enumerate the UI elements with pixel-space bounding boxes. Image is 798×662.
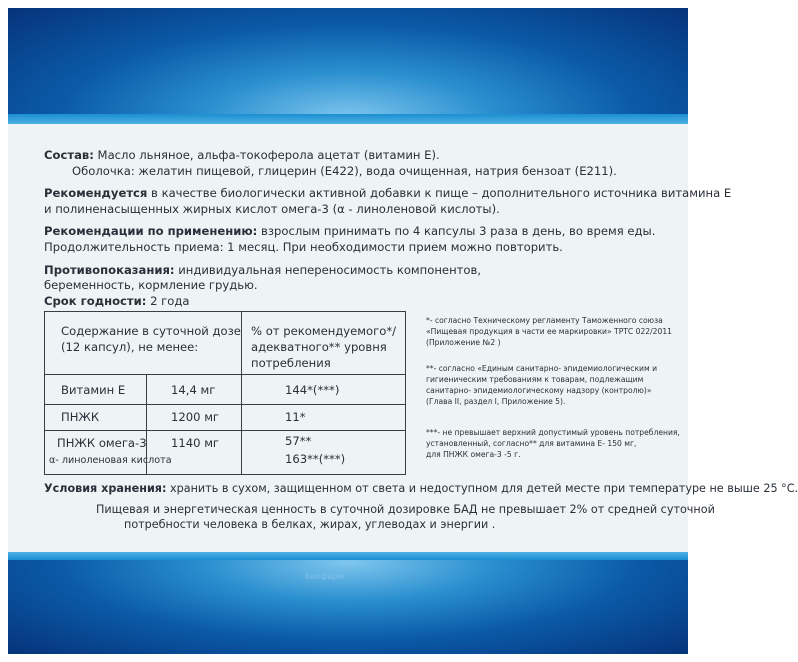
note1-line1: *- согласно Техническому регламенту Таможенного союза — [426, 316, 663, 325]
usage-text: взрослым принимать по 4 капсулы 3 раза в день, во время еды. — [257, 224, 656, 238]
row-name: ПНЖК омега-3 — [57, 436, 147, 450]
composition-label: Состав: — [44, 148, 94, 162]
watermark-text: Биофарм — [305, 572, 344, 581]
recommended-label: Рекомендуется — [44, 186, 148, 200]
row-name: ПНЖК — [61, 410, 100, 424]
nutrition-table — [44, 311, 406, 475]
contraindications-line2: беременность, кормление грудью. — [44, 278, 258, 292]
top-blue-band — [8, 8, 688, 124]
header-right-line1: % от рекомендуемого*/ — [251, 324, 397, 338]
contraindications-label: Противопоказания: — [44, 263, 175, 277]
recommended-line2: и полиненасыщенных жирных кислот омега-3 (α - линоленовой кислоты). — [44, 202, 500, 216]
composition-line1 — [44, 148, 440, 163]
usage-line1 — [44, 224, 655, 239]
table-hline — [45, 404, 405, 405]
note3-line3: для ПНЖК омега-3 -5 г. — [426, 450, 521, 459]
row-name: Витамин E — [61, 383, 126, 397]
note3-line1: ***- не превышает верхний допустимый уровень потребления, — [426, 428, 680, 437]
shelf-life-label: Срок годности: — [44, 294, 147, 308]
note1-line2: «Пищевая продукция в части ее маркировки» ТРТС 022/2011 — [426, 327, 673, 336]
contraindications-text: индивидуальная непереносимость компонентов, — [174, 263, 482, 277]
row-percent: 11* — [285, 410, 306, 424]
composition-line2: Оболочка: желатин пищевой, глицерин (E422), вода очищенная, натрия бензоат (E211). — [72, 164, 617, 178]
note2-line4: (Глава II, раздел I, Приложение 5). — [426, 397, 566, 406]
storage-label: Условия хранения: — [44, 482, 167, 495]
note1-line3: (Приложение №2 ) — [426, 338, 501, 347]
usage-line2: Продолжительность приема: 1 месяц. При необходимости прием можно повторить. — [44, 240, 563, 254]
footer-line2: потребности человека в белках, жирах, углеводах и энергии . — [124, 518, 496, 531]
header-right-line2: адекватного** уровня — [251, 340, 387, 354]
row-percent-2: 163**(***) — [285, 452, 346, 466]
shelf-life-line — [44, 294, 189, 309]
usage-label: Рекомендации по применению: — [44, 224, 258, 238]
header-left-line2: (12 капсул), не менее: — [61, 340, 199, 354]
storage-line — [44, 481, 798, 496]
note2-line3: санитарно- эпидемиологическому надзору (контролю)» — [426, 386, 652, 395]
contraindications-line1 — [44, 263, 481, 278]
bottom-blue-band — [8, 552, 688, 654]
shelf-life-value: 2 года — [146, 294, 190, 308]
recommended-line1 — [44, 186, 731, 201]
table-vline — [241, 312, 242, 474]
recommended-text: в качестве биологически активной добавки к пище – дополнительного источника витамина E — [147, 186, 732, 200]
table-hline — [45, 430, 405, 431]
note3-line2: установленный, согласно** для витамина E- 150 мг, — [426, 439, 637, 448]
note2-line1: **- согласно «Единым санитарно- эпидемиологическим и — [426, 364, 658, 373]
row-amount: 1200 мг — [171, 410, 220, 424]
footer-line1: Пищевая и энергетическая ценность в суточной дозировке БАД не превышает 2% от средней суточной — [96, 503, 715, 516]
note2-line2: гигиеническим требованиям к товарам, подлежащим — [426, 375, 644, 384]
header-left-line1: Содержание в суточной дозе — [61, 324, 241, 338]
table-hline — [45, 374, 405, 375]
row-percent: 57** — [285, 434, 312, 448]
row-amount: 1140 мг — [171, 436, 220, 450]
row-subname: α- линоленовая кислота — [49, 455, 172, 466]
composition-text: Масло льняное, альфа-токоферола ацетат (витамин E). — [93, 148, 440, 162]
row-amount: 14,4 мг — [171, 383, 216, 397]
header-right-line3: потребления — [251, 356, 331, 370]
storage-text: хранить в сухом, защищенном от света и недоступном для детей месте при температуре не выше 25 °С. — [166, 482, 798, 495]
row-percent: 144*(***) — [285, 383, 340, 397]
